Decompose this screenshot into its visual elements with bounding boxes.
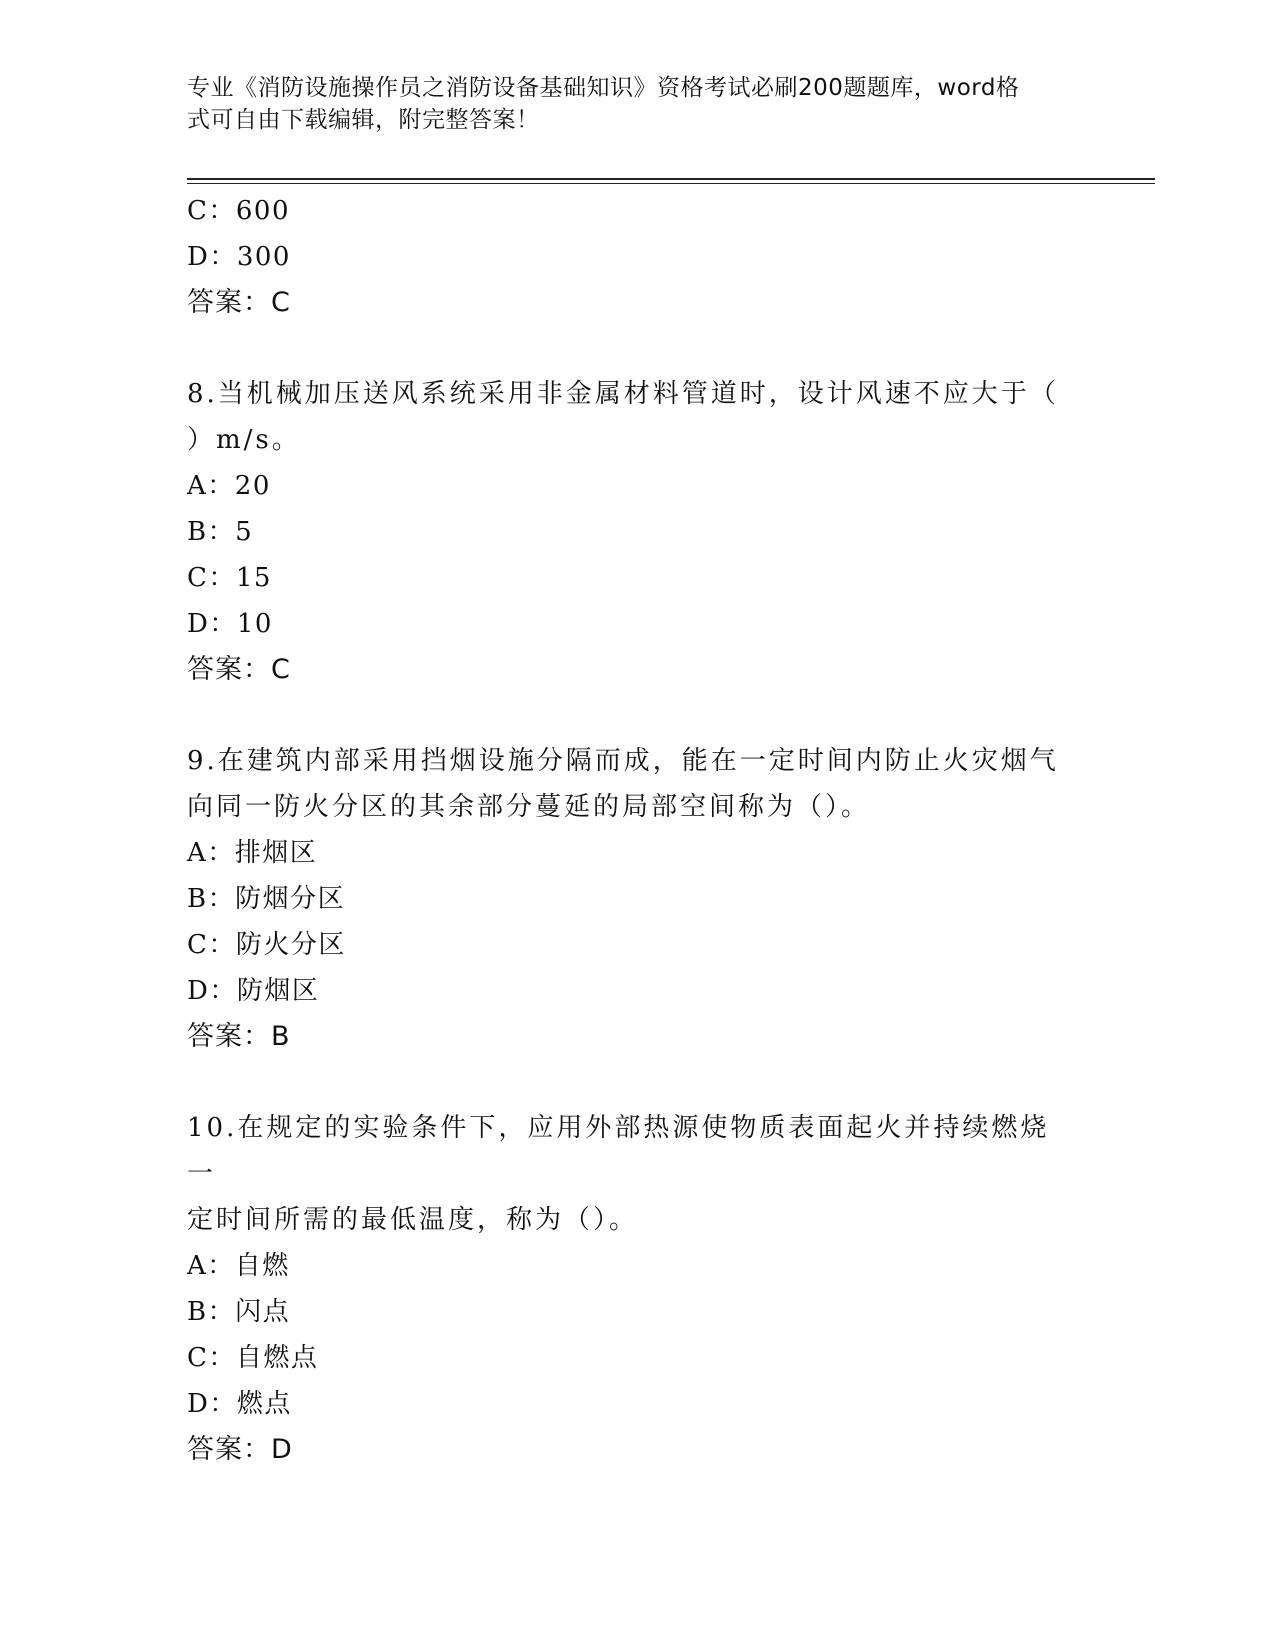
question-stem-line-1: 8.当机械加压送风系统采用非金属材料管道时，设计风速不应大于（ [187,379,1059,409]
option-d: D：燃点 [187,1389,292,1419]
question-8 [187,371,1087,693]
option-d: D：10 [187,609,273,639]
document-body [187,188,1087,1473]
header-divider-thin [187,183,1155,184]
header-line-1: 专业《消防设施操作员之消防设备基础知识》资格考试必刷200题题库，word格 [187,75,1020,101]
question-stem-line-2: 定时间所需的最低温度，称为（）。 [187,1205,639,1235]
previous-question-tail [187,188,1087,326]
option-d: D：300 [187,242,291,272]
option-c: C：自燃点 [187,1343,319,1373]
answer-line: 答案：D [187,1434,293,1465]
header-divider-thick [187,178,1155,180]
option-b: B：防烟分区 [187,884,346,914]
option-c: C：600 [187,196,291,226]
document-header [187,72,1067,136]
answer-line: 答案：B [187,1021,291,1052]
question-10 [187,1105,1087,1473]
answer-line: 答案：C [187,287,291,318]
option-d: D：防烟区 [187,976,320,1006]
option-c: C：防火分区 [187,930,346,960]
question-9 [187,738,1087,1060]
question-stem-line-2: 向同一防火分区的其余部分蔓延的局部空间称为（）。 [187,792,871,822]
option-b: B：闪点 [187,1297,291,1327]
option-c: C：15 [187,563,272,593]
spacer [187,693,1087,738]
answer-line: 答案：C [187,654,291,685]
option-a: A：排烟区 [187,838,318,868]
header-line-2: 式可自由下载编辑，附完整答案！ [187,107,540,133]
question-stem-line-2: ）m/s。 [187,425,301,455]
spacer [187,1060,1087,1105]
spacer [187,326,1087,371]
option-a: A：自燃 [187,1251,290,1281]
question-stem-line-1: 9.在建筑内部采用挡烟设施分隔而成，能在一定时间内防止火灾烟气 [187,746,1059,776]
option-a: A：20 [187,471,271,501]
option-b: B：5 [187,517,254,547]
question-stem-line-1: 10.在规定的实验条件下，应用外部热源使物质表面起火并持续燃烧一 [187,1113,1050,1189]
